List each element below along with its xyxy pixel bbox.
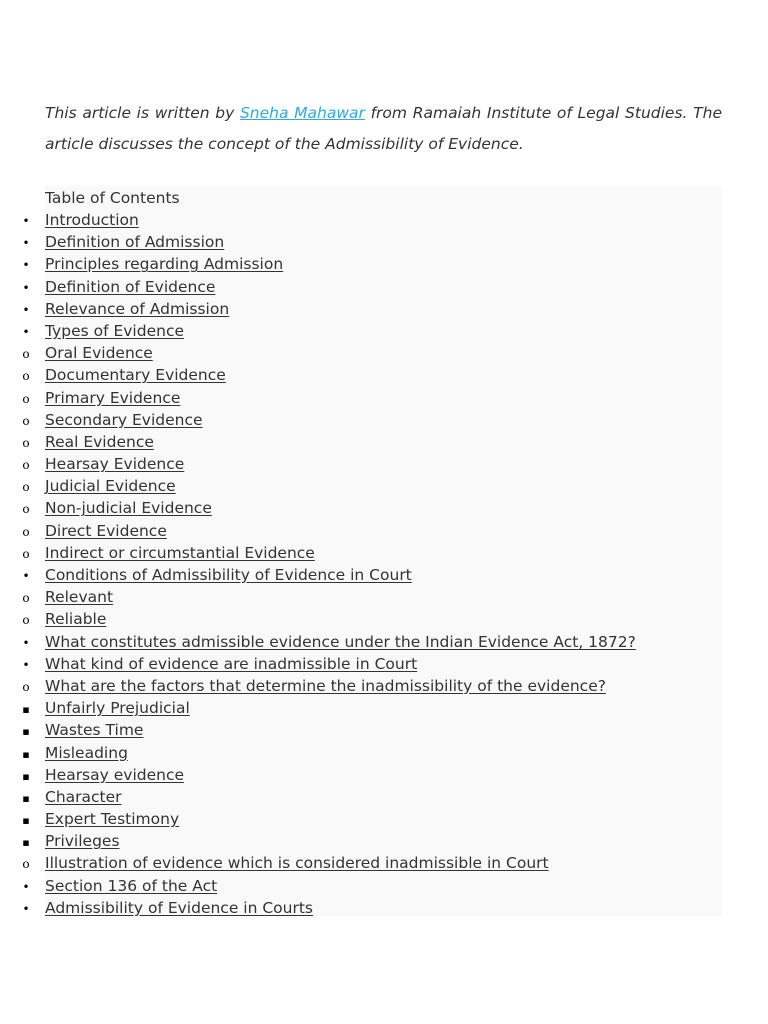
- circle-bullet-icon: [21, 364, 31, 387]
- disc-bullet-icon: [21, 209, 31, 232]
- toc-link[interactable]: Real Evidence: [45, 432, 154, 451]
- toc-item: [45, 653, 636, 675]
- toc-link[interactable]: Definition of Evidence: [45, 277, 216, 296]
- disc-bullet-icon: [21, 276, 31, 299]
- circle-bullet-icon: [21, 342, 31, 365]
- toc-item: [45, 209, 636, 231]
- toc-item: [45, 697, 636, 719]
- intro-prefix: This article is written by: [45, 104, 240, 122]
- square-bullet-icon: [21, 808, 31, 832]
- disc-bullet-icon: [21, 631, 31, 654]
- circle-bullet-icon: [21, 453, 31, 476]
- disc-bullet-icon: [21, 231, 31, 254]
- toc-item: [45, 298, 636, 320]
- toc-link[interactable]: Documentary Evidence: [45, 366, 226, 385]
- toc-item: [45, 497, 636, 519]
- toc-item: [45, 520, 636, 542]
- toc-item: [45, 231, 636, 253]
- disc-bullet-icon: [21, 298, 31, 321]
- circle-bullet-icon: [21, 475, 31, 498]
- toc-link[interactable]: Judicial Evidence: [45, 477, 176, 496]
- toc-item: [45, 320, 636, 342]
- toc-link[interactable]: Privileges: [45, 832, 120, 851]
- square-bullet-icon: [21, 830, 31, 854]
- toc-link[interactable]: What are the factors that determine the inadmissibility of the evidence?: [45, 676, 606, 695]
- toc-link[interactable]: Relevance of Admission: [45, 299, 230, 318]
- square-bullet-icon: [21, 764, 31, 788]
- circle-bullet-icon: [21, 431, 31, 454]
- circle-bullet-icon: [21, 586, 31, 609]
- toc-link[interactable]: Principles regarding Admission: [45, 255, 284, 274]
- circle-bullet-icon: [21, 542, 31, 565]
- toc-item: [45, 830, 636, 852]
- toc-link[interactable]: What kind of evidence are inadmissible in Court: [45, 654, 418, 673]
- toc-item: [45, 875, 636, 897]
- toc-link[interactable]: Hearsay Evidence: [45, 455, 185, 474]
- disc-bullet-icon: [21, 253, 31, 276]
- toc-item: [45, 586, 636, 608]
- toc-link[interactable]: Types of Evidence: [45, 321, 185, 340]
- toc-item: [45, 453, 636, 475]
- circle-bullet-icon: [21, 387, 31, 410]
- toc-item: [45, 852, 636, 874]
- toc-link[interactable]: Admissibility of Evidence in Courts: [45, 898, 314, 917]
- disc-bullet-icon: [21, 875, 31, 898]
- toc-link[interactable]: Indirect or circumstantial Evidence: [45, 543, 315, 562]
- toc-link[interactable]: Primary Evidence: [45, 388, 181, 407]
- circle-bullet-icon: [21, 608, 31, 631]
- circle-bullet-icon: [21, 852, 31, 875]
- intro-suffix: from Ramaiah Institute of Legal Studies. The article discusses the concept of the Admissibility of Evidence.: [45, 104, 722, 153]
- toc-item: [45, 608, 636, 630]
- toc-item: [45, 431, 636, 453]
- toc-link[interactable]: Wastes Time: [45, 721, 144, 740]
- toc-link[interactable]: Unfairly Prejudicial: [45, 699, 190, 718]
- toc-link[interactable]: Character: [45, 787, 122, 806]
- toc-link[interactable]: Non-judicial Evidence: [45, 499, 212, 518]
- toc-item: [45, 542, 636, 564]
- toc-item: [45, 387, 636, 409]
- toc-item: [45, 253, 636, 275]
- toc-item: [45, 631, 636, 653]
- toc-link[interactable]: What constitutes admissible evidence under the Indian Evidence Act, 1872?: [45, 632, 636, 651]
- toc-item: [45, 475, 636, 497]
- toc-link[interactable]: Conditions of Admissibility of Evidence in Court: [45, 566, 412, 584]
- toc-item: [45, 719, 636, 741]
- square-bullet-icon: [21, 786, 31, 810]
- toc-link[interactable]: Oral Evidence: [45, 344, 153, 363]
- toc-link[interactable]: Expert Testimony: [45, 810, 180, 829]
- circle-bullet-icon: [21, 675, 31, 698]
- toc-link[interactable]: Relevant: [45, 588, 114, 607]
- toc-link[interactable]: Illustration of evidence which is considered inadmissible in Court: [45, 854, 549, 873]
- toc-item: [45, 409, 636, 431]
- circle-bullet-icon: [21, 497, 31, 520]
- toc-link[interactable]: Direct Evidence: [45, 521, 167, 540]
- toc-link[interactable]: Definition of Admission: [45, 233, 225, 252]
- toc-item: [45, 342, 636, 364]
- disc-bullet-icon: [21, 564, 31, 587]
- toc-link[interactable]: Section 136 of the Act: [45, 876, 218, 895]
- toc-item: [45, 675, 636, 697]
- toc-item: [45, 897, 636, 919]
- disc-bullet-icon: [21, 897, 31, 920]
- toc-item: [45, 364, 636, 386]
- toc-item: [45, 742, 636, 764]
- toc-item: [45, 564, 636, 586]
- toc-link[interactable]: Misleading: [45, 743, 128, 762]
- disc-bullet-icon: [21, 653, 31, 676]
- toc-item: [45, 808, 636, 830]
- square-bullet-icon: [21, 697, 31, 721]
- circle-bullet-icon: [21, 409, 31, 432]
- toc-link[interactable]: Secondary Evidence: [45, 410, 203, 429]
- toc-item: [45, 786, 636, 808]
- toc-item: [45, 764, 636, 786]
- toc-list: [45, 209, 636, 919]
- toc-item: [45, 276, 636, 298]
- toc-title: Table of Contents: [45, 189, 180, 207]
- toc-link[interactable]: Reliable: [45, 610, 107, 629]
- article-intro: [45, 98, 722, 160]
- author-link[interactable]: Sneha Mahawar: [239, 104, 365, 122]
- toc-link[interactable]: Hearsay evidence: [45, 765, 185, 784]
- toc-link[interactable]: Introduction: [45, 211, 139, 229]
- disc-bullet-icon: [21, 320, 31, 343]
- square-bullet-icon: [21, 719, 31, 743]
- square-bullet-icon: [21, 742, 31, 766]
- table-of-contents: [45, 186, 722, 916]
- circle-bullet-icon: [21, 520, 31, 543]
